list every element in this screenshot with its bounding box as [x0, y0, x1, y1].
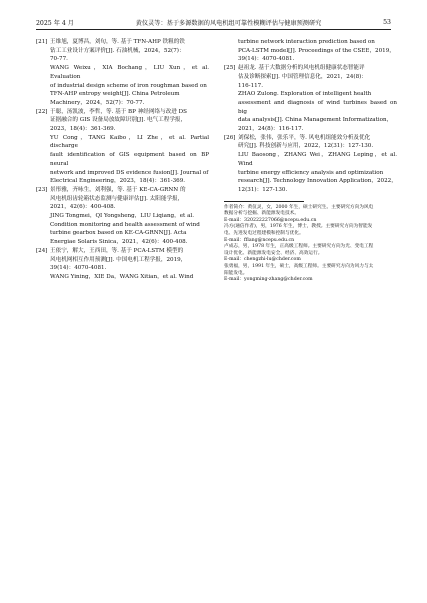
author-note-line: 数据分析与挖掘、新能源发电技术。 — [224, 211, 300, 217]
reference-line: 王维旭，夏博昌，刘旬，等. 基于 TFN-AHP 铁粗的铁 — [50, 39, 185, 45]
author-note-line: E-mail：320222227066@ncepu.edu.cn — [224, 217, 317, 223]
reference-entry — [36, 38, 209, 108]
reference-number: [21] — [36, 39, 48, 45]
reference-text — [238, 64, 397, 134]
reference-line: 风电机网相互作用预测[J]. 中国电机工程学报，2019， — [50, 256, 187, 263]
reference-line: 风电机组齿轮箱状态监测与健康评估[J]. 太阳能学报， — [50, 195, 184, 202]
reference-line: turbine energy efficiency analysis and optimization — [238, 169, 384, 176]
reference-line: Electrical Engineering，2023，18(4)：361-369. — [50, 178, 186, 185]
reference-line: 赵祖龙. 基于大数据分析的风电机组健康状态智能评 — [238, 65, 365, 72]
reference-line: WANG Weixu，XIA Bochang，LIU Xun，et al. Evaluation — [50, 65, 209, 80]
reference-number: [23] — [36, 186, 48, 193]
reference-text — [50, 247, 209, 282]
reference-line: assessment and diagnosis of wind turbines based on big — [238, 99, 397, 115]
reference-line: JING Tongmei，QI Yongsheng，LIU Liqiang，et al. — [50, 213, 194, 220]
reference-line: network and improved DS evidence fusion[J]. Journal of — [50, 169, 209, 176]
reference-line: Energiae Solaris Sinica，2021，42(6)：400-408. — [50, 239, 188, 246]
reference-entry — [36, 186, 209, 247]
author-note-line: 阳能发电。 — [224, 270, 248, 276]
reference-line: YU Cong，TANG Kaibo，LI Zhe，et al. Partial discharge — [50, 134, 209, 150]
reference-line: Condition monitoring and health assessment of wind — [50, 221, 200, 228]
author-note-line: E-mail：fflang@ncepu.edu.cn — [224, 237, 295, 243]
right-references — [224, 38, 397, 195]
reference-line: WANG Yining，XIE Da，WANG Xitian，et al. Wind — [50, 273, 194, 280]
reference-line: of industrial design scheme of iron roughman based on — [50, 82, 207, 89]
reference-text — [238, 134, 397, 195]
reference-line: 2021，42(6)：400-408. — [50, 204, 116, 211]
reference-number: [22] — [36, 108, 48, 115]
reference-line: turbine gearbox based on KE-CA-GRNN[J]. Acta — [50, 230, 187, 237]
reference-entry — [224, 134, 397, 195]
reference-line: LIU Baosong，ZHANG Wei，ZHANG Leping，et al. Wind — [238, 152, 397, 167]
reference-line: 刘保松，张伟，张乐平，等. 风电机组能效分析及优化 — [238, 134, 371, 141]
notes-rule — [224, 201, 304, 202]
reference-line: Machinery，2024，52(7)：70-77. — [50, 99, 145, 106]
reference-text — [50, 186, 209, 247]
reference-line: 研究[J]. 科技创新与应用，2022，12(31)：127-130. — [238, 143, 374, 150]
author-note-line: E-mail：chengzhi-lu@chder.com — [224, 257, 301, 263]
reference-line: 证据融合的 GIS 设备局放故障识别[J]. 电气工程学报， — [50, 117, 187, 124]
reference-line: 2023，18(4)：361-369. — [50, 126, 116, 133]
reference-line: PCA-LSTM model[J]. Proceedings of the CSEE，2019， — [238, 47, 395, 54]
reference-entry — [224, 38, 397, 64]
reference-line: 2021，24(8)：116-117. — [238, 126, 304, 133]
page-number: 53 — [383, 18, 391, 26]
reference-line: 39(14)：4070-4081. — [50, 265, 107, 272]
author-note-line: 设计优化、新能源发电安全、经济、高效运行。 — [224, 250, 323, 256]
left-column — [36, 38, 209, 282]
reference-number — [224, 38, 238, 64]
author-note-line: E-mail：yongming-zhang@chder.com — [224, 277, 313, 283]
author-note-line: 冯方(通信作者)，男，1976 年生，博士，教授。主要研究方向为智能发 — [224, 224, 373, 230]
reference-line: 39(14)：4070-4081. — [238, 56, 295, 63]
reference-number: [26] — [224, 134, 236, 141]
reference-line: 景彤雅，齐咏生，刘利强，等. 基于 KE-CA-GRNN 的 — [50, 186, 186, 193]
reference-line: fault identification of GIS equipment based on BP neural — [50, 152, 209, 167]
header-title: 黄仪灵等：基于多源数据的风电机组可靠性模糊评估与健康预测研究 — [135, 19, 322, 27]
reference-line: 钻工工业设计方案评价[J]. 石油机械，2024，52(7)： — [50, 47, 185, 54]
author-note-line: 卢成志，男，1978 年生，正高级工程师。主要研究方向为光、变电工程 — [224, 244, 374, 250]
reference-text — [238, 38, 397, 64]
reference-line: 估及诊断探索[J]. 中国管理信息化，2021，24(8)： — [238, 73, 367, 80]
author-note-line: 电、先进发电过程建模和控制与优化。 — [224, 231, 304, 237]
running-header — [36, 16, 391, 28]
reference-line: turbine network interaction prediction based on — [238, 39, 375, 45]
reference-line: ZHAO Zulong. Exploration of intelligent health — [238, 91, 372, 98]
reference-line: 王依宁，解大，王西田，等. 基于 PCA-LSTM 模型的 — [50, 247, 184, 254]
reference-text — [50, 108, 209, 186]
reference-line: data analysis[J]. China Management Informatization， — [238, 117, 393, 124]
reference-entry — [224, 64, 397, 134]
header-date: 2025 年 4 月 — [36, 19, 74, 27]
author-notes — [224, 205, 397, 284]
header-rule — [36, 29, 391, 30]
reference-line: research[J]. Technology Innovation Application，2022， — [238, 178, 397, 185]
reference-line: 12(31)：127-130. — [238, 186, 288, 193]
right-column — [224, 38, 397, 284]
reference-line: TFN-AHP entropy weight[J]. China Petroleum — [50, 91, 180, 98]
reference-entry — [36, 108, 209, 186]
reference-text — [50, 38, 209, 108]
author-note-line: 张勇福，男，1991 年生，硕士，高级工程师。主要研究方向为风力与太 — [224, 264, 374, 269]
reference-number: [25] — [224, 65, 236, 72]
reference-number: [24] — [36, 247, 48, 254]
reference-line: 116-117. — [238, 82, 264, 89]
reference-line: 于聪，汤凯波，李哲，等. 基于 BP 神经网络与改进 DS — [50, 108, 187, 115]
author-note-line: 作者简介：黄仪灵，女，2000 年生，硕士研究生。主要研究方向为风电 — [224, 204, 374, 210]
reference-line: 70-77. — [50, 56, 68, 63]
reference-entry — [36, 247, 209, 282]
